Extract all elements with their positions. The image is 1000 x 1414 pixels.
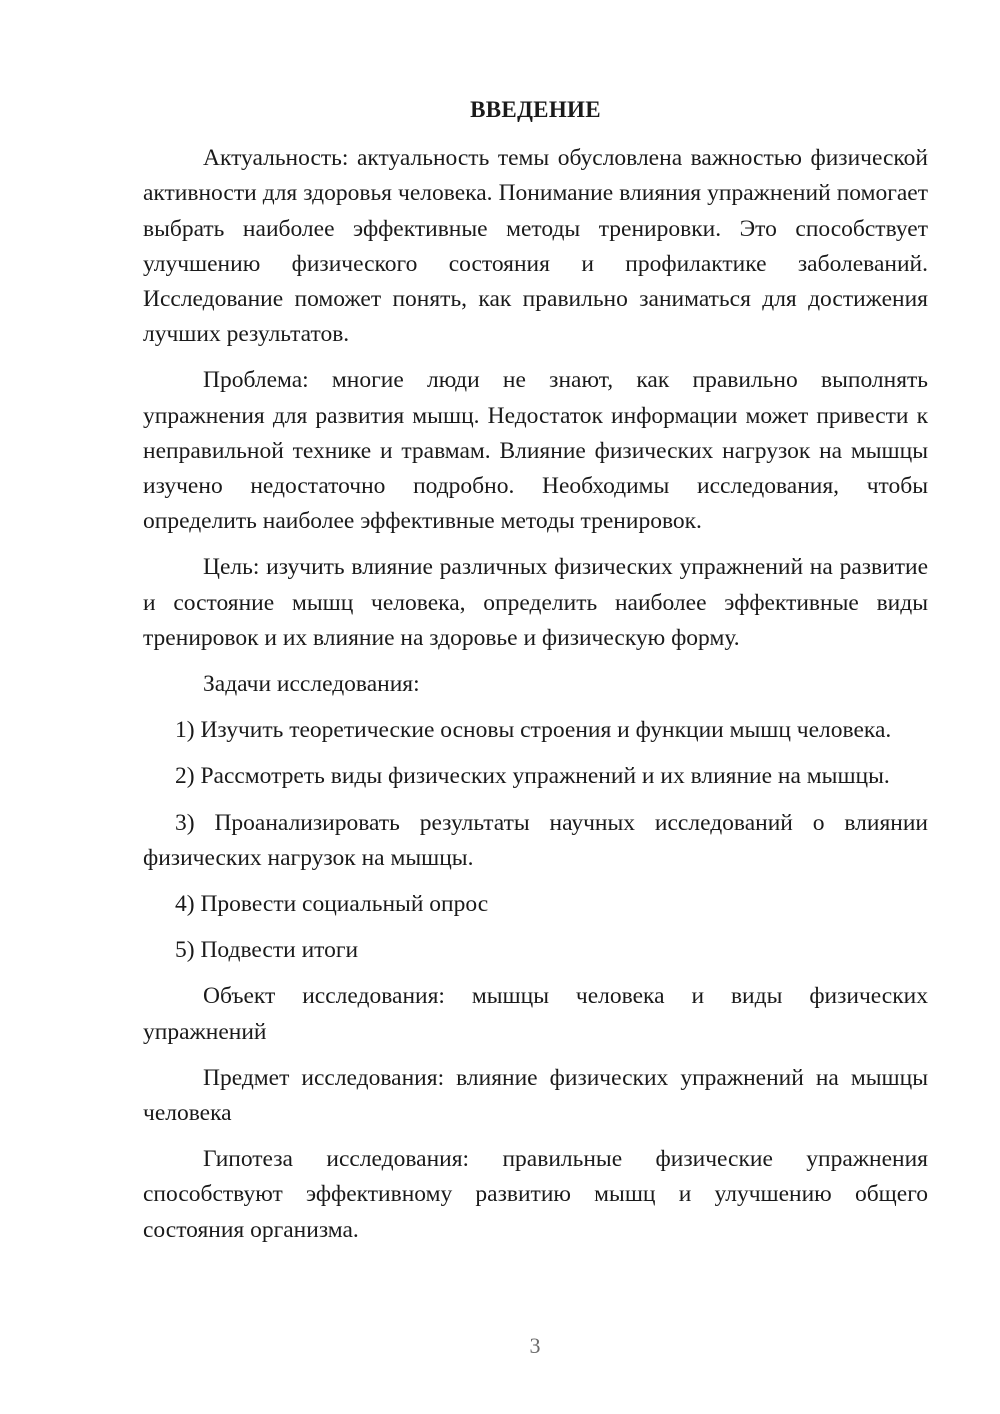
task-item-2: 2) Рассмотреть виды физических упражнений и их влияние на мышцы. [175,763,890,790]
relevance-paragraph: Актуальность: актуальность темы обусловлена важностью физической активности для здоровья человека. Понимание влияния упражнений помогает выбрать наиболее эффективные методы тренировки. Это способствует улучшению физического состояния и профилактике заболеваний. Исследование поможет понять, как правильно заниматься для достижения лучших результатов. [143,145,928,348]
tasks-heading: Задачи исследования: [203,671,420,698]
goal-paragraph: Цель: изучить влияние различных физических упражнений на развитие и состояние мышц человека, определить наиболее эффективные виды тренировок и их влияние на здоровье и физическую форму. [143,554,928,651]
page-number: 3 [529,1333,541,1358]
page-content [143,92,928,1259]
hypothesis-paragraph: Гипотеза исследования: правильные физические упражнения способствуют эффективному развитию мышц и улучшению общего состояния организма. [143,1146,928,1243]
page-title: ВВЕДЕНИЕ [470,97,601,122]
problem-paragraph: Проблема: многие люди не знают, как правильно выполнять упражнения для развития мышц. Недостаток информации может привести к неправильной технике и травмам. Влияние физических нагрузок на мышцы изучено недостаточно подробно. Необходимы исследования, чтобы определить наиболее эффективные методы тренировок. [143,367,928,535]
task-item-5: 5) Подвести итоги [175,937,359,964]
subject-paragraph: Предмет исследования: влияние физических упражнений на мышцы человека [143,1064,928,1127]
object-paragraph: Объект исследования: мышцы человека и виды физических упражнений [143,983,928,1045]
task-item-3: 3) Проанализировать результаты научных исследований о влиянии физических нагрузок на мышцы. [143,809,928,871]
task-item-1: 1) Изучить теоретические основы строения и функции мышц человека. [175,717,892,744]
task-item-4: 4) Провести социальный опрос [175,891,489,918]
